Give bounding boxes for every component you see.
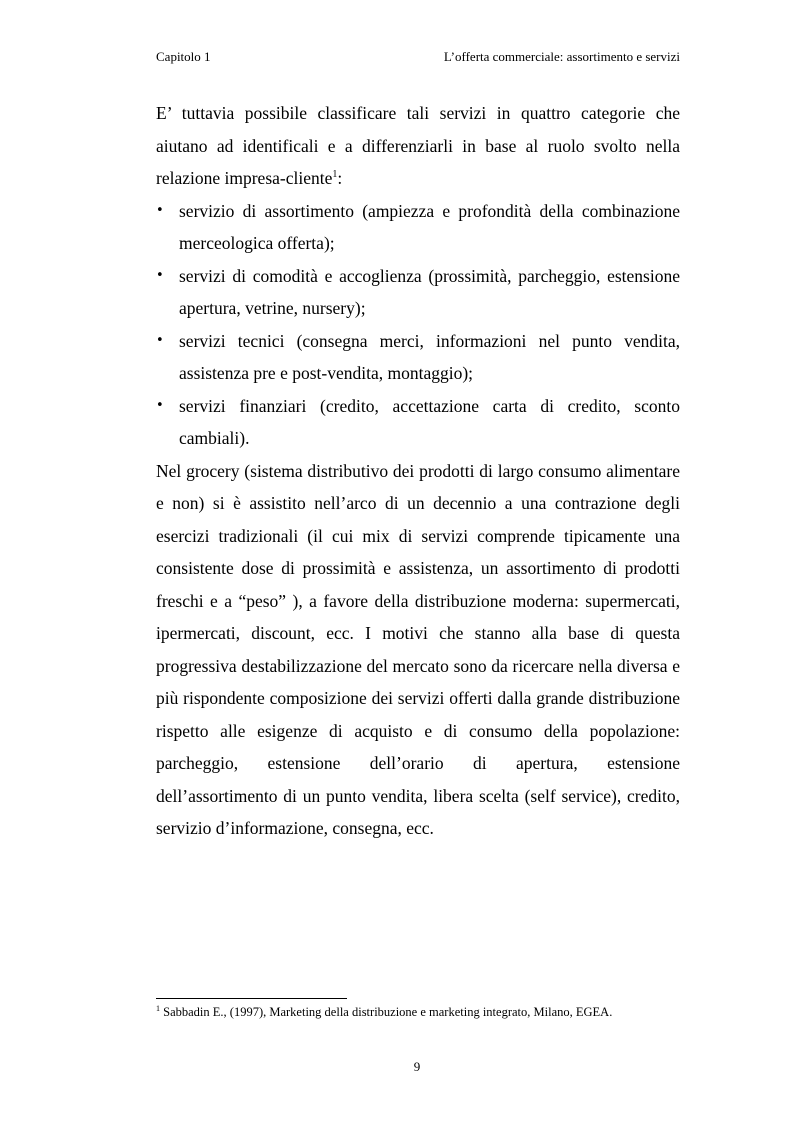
list-item bbox=[156, 390, 680, 455]
intro-paragraph bbox=[156, 97, 680, 195]
bullet-icon: • bbox=[156, 267, 164, 283]
chapter-title: L’offerta commerciale: assortimento e servizi bbox=[443, 49, 680, 64]
list-item-text: servizi di comodità e accoglienza (prossimità, parcheggio, estensione apertura, vetrine, nursery); bbox=[179, 265, 680, 318]
list-item bbox=[156, 325, 680, 390]
intro-suffix: : bbox=[337, 168, 343, 188]
footnote bbox=[156, 1004, 716, 1020]
body-paragraph: Nel grocery (sistema distributivo dei prodotti di largo consumo alimentare e non) si è assistito nell’arco di un decennio a una contrazione degli esercizi tradizionali (il cui mix di servizi comprende tipicamente una consistente dose di prossimità e assistenza, un assortimento di prodotti freschi e a “peso” ), a favore della distribuzione moderna: supermercati, ipermercati, discount, ecc. I motivi che stanno alla base di questa progressiva destabilizzazione del mercato sono da ricercare nella diversa e più rispondente composizione dei servizi offerti dalla grande distribuzione rispetto alle esigenze di acquisto e di consumo della popolazione: parcheggio, estensione dell’orario di apertura, estensione dell’assortimento di un punto vendita, libera scelta (self service), credito, servizio d’informazione, consegna, ecc. bbox=[156, 460, 680, 838]
list-item-text: servizi tecnici (consegna merci, informazioni nel punto vendita, assistenza pre e post-vendita, montaggio); bbox=[179, 330, 680, 383]
footnote-marker: 1 bbox=[156, 1004, 160, 1013]
page-header bbox=[156, 48, 680, 66]
footnote-text: Sabbadin E., (1997), Marketing della distribuzione e marketing integrato, Milano, EGEA. bbox=[160, 1005, 613, 1019]
services-list bbox=[156, 195, 680, 455]
bullet-icon: • bbox=[156, 202, 164, 218]
chapter-label: Capitolo 1 bbox=[156, 49, 211, 64]
list-item bbox=[156, 260, 680, 325]
footnote-reference[interactable]: 1 bbox=[332, 169, 338, 180]
list-item-text: servizi finanziari (credito, accettazione carta di credito, sconto cambiali). bbox=[179, 395, 680, 448]
intro-text: E’ tuttavia possibile classificare tali servizi in quattro categorie che aiutano ad identificali e a differenziarli in base al ruolo svolto nella relazione impresa-cliente bbox=[156, 103, 680, 188]
page-number: 9 bbox=[413, 1059, 421, 1074]
list-item-text: servizio di assortimento (ampiezza e profondità della combinazione merceologica offerta); bbox=[179, 200, 680, 253]
list-item bbox=[156, 195, 680, 260]
bullet-icon: • bbox=[156, 397, 164, 413]
main-text bbox=[156, 97, 680, 845]
footnote-divider bbox=[156, 998, 347, 999]
bullet-icon: • bbox=[156, 332, 164, 348]
